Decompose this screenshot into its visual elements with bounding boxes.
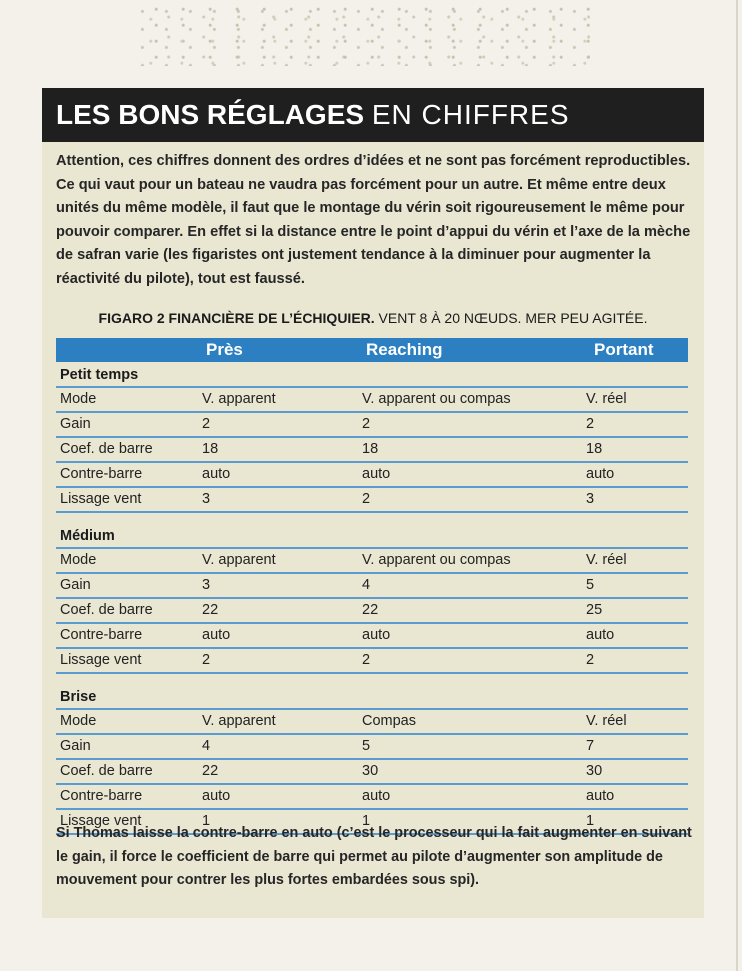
table-cell: Compas [362,713,416,729]
table-cell: 3 [586,491,595,507]
row-label: Mode [60,552,97,568]
article-box [42,88,704,918]
table-cell: V. réel [586,391,627,407]
table-cell: 4 [362,577,371,593]
header-portant: Portant [594,340,654,359]
table-row [56,599,688,624]
table-cell: V. apparent [202,713,276,729]
table-cell: 3 [202,577,211,593]
table-body [56,362,688,835]
table-cell: V. réel [586,713,627,729]
table-cell: auto [202,627,231,643]
table-row [56,735,688,760]
table-cell: V. apparent ou compas [362,552,511,568]
row-label: Lissage vent [60,813,142,829]
table-cell: 1 [202,813,211,829]
table-cell: 2 [586,652,595,668]
table-cell: 18 [362,441,379,457]
table-cell: 1 [586,813,595,829]
table-cell: 22 [362,602,379,618]
table-cell: 30 [362,763,379,779]
table-row [56,574,688,599]
table-row [56,785,688,810]
row-label: Gain [60,416,91,432]
table-cell: 22 [202,763,219,779]
subtitle-light: VENT 8 À 20 NŒUDS. MER PEU AGITÉE. [378,310,648,326]
row-label: Gain [60,577,91,593]
table-row [56,624,688,649]
table-row [56,463,688,488]
table-cell: auto [586,627,615,643]
page-edge [736,0,738,971]
table-cell: auto [202,788,231,804]
table-cell: 2 [586,416,595,432]
table-cell: 22 [202,602,219,618]
row-label: Gain [60,738,91,754]
table-cell: 25 [586,602,603,618]
closing-paragraph: Si Thomas laisse la contre-barre en auto (c’est le processeur qui la fait augmenter en suivant le gain, il force le coefficient de barre qui permet au pilote d’augmenter son amplitude de mouvement pour contrer les plus fortes embardées sous spi). [56,825,692,888]
table-cell: auto [362,788,391,804]
row-label: Contre-barre [60,627,143,643]
settings-table [56,338,688,835]
group-heading: Brise [60,689,97,705]
table-subtitle [42,310,704,326]
table-cell: V. apparent [202,552,276,568]
table-row [56,413,688,438]
title-bold: LES BONS RÉGLAGES [56,99,365,130]
row-label: Lissage vent [60,652,142,668]
table-cell: 4 [202,738,211,754]
table-header [56,338,688,362]
table-cell: auto [202,466,231,482]
table-cell: 2 [202,416,211,432]
row-label: Mode [60,391,97,407]
row-label: Coef. de barre [60,602,153,618]
table-cell: 30 [586,763,603,779]
group-heading: Médium [60,528,115,544]
table-cell: 18 [586,441,603,457]
table-row [56,547,688,574]
row-label: Contre-barre [60,466,143,482]
table-row [56,708,688,735]
row-label: Contre-barre [60,788,143,804]
subtitle-bold: FIGARO 2 FINANCIÈRE DE L’ÉCHIQUIER. [98,310,375,326]
table-cell: 5 [362,738,371,754]
paper-speckle-texture [140,6,590,66]
group-heading: Petit temps [60,367,139,383]
table-row [56,488,688,513]
table-row [56,649,688,674]
row-label: Lissage vent [60,491,142,507]
header-pres: Près [206,340,243,359]
table-row [56,760,688,785]
table-cell: 3 [202,491,211,507]
table-cell: 2 [202,652,211,668]
table-row [56,438,688,463]
row-label: Coef. de barre [60,441,153,457]
article-title [42,88,704,142]
row-label: Coef. de barre [60,763,153,779]
table-cell: 5 [586,577,595,593]
table-cell: auto [586,788,615,804]
table-cell: 2 [362,491,371,507]
table-cell: 1 [362,813,371,829]
table-cell: 7 [586,738,595,754]
title-light: EN CHIFFRES [371,99,570,130]
intro-paragraph: Attention, ces chiffres donnent des ordres d’idées et ne sont pas forcément reproductibles. Ce qui vaut pour un bateau ne vaudra pas forcément pour un autre. Et même entre deux unités du même modèle, il faut que le montage du vérin soit rigoureusement le même pour pouvoir comparer. En effet si la distance entre le point d’appui du vérin et l’axe de la mèche de safran varie (les figaristes ont justement tendance à la diminuer pour augmenter la réactivité du pilote), tout est faussé. [56,153,691,287]
table-cell: 2 [362,652,371,668]
table-cell: V. réel [586,552,627,568]
table-cell: 2 [362,416,371,432]
table-row [56,386,688,413]
row-label: Mode [60,713,97,729]
table-cell: 18 [202,441,219,457]
table-cell: auto [362,466,391,482]
table-cell: V. apparent [202,391,276,407]
table-cell: auto [362,627,391,643]
table-cell: V. apparent ou compas [362,391,511,407]
table-cell: auto [586,466,615,482]
header-reaching: Reaching [366,340,443,359]
